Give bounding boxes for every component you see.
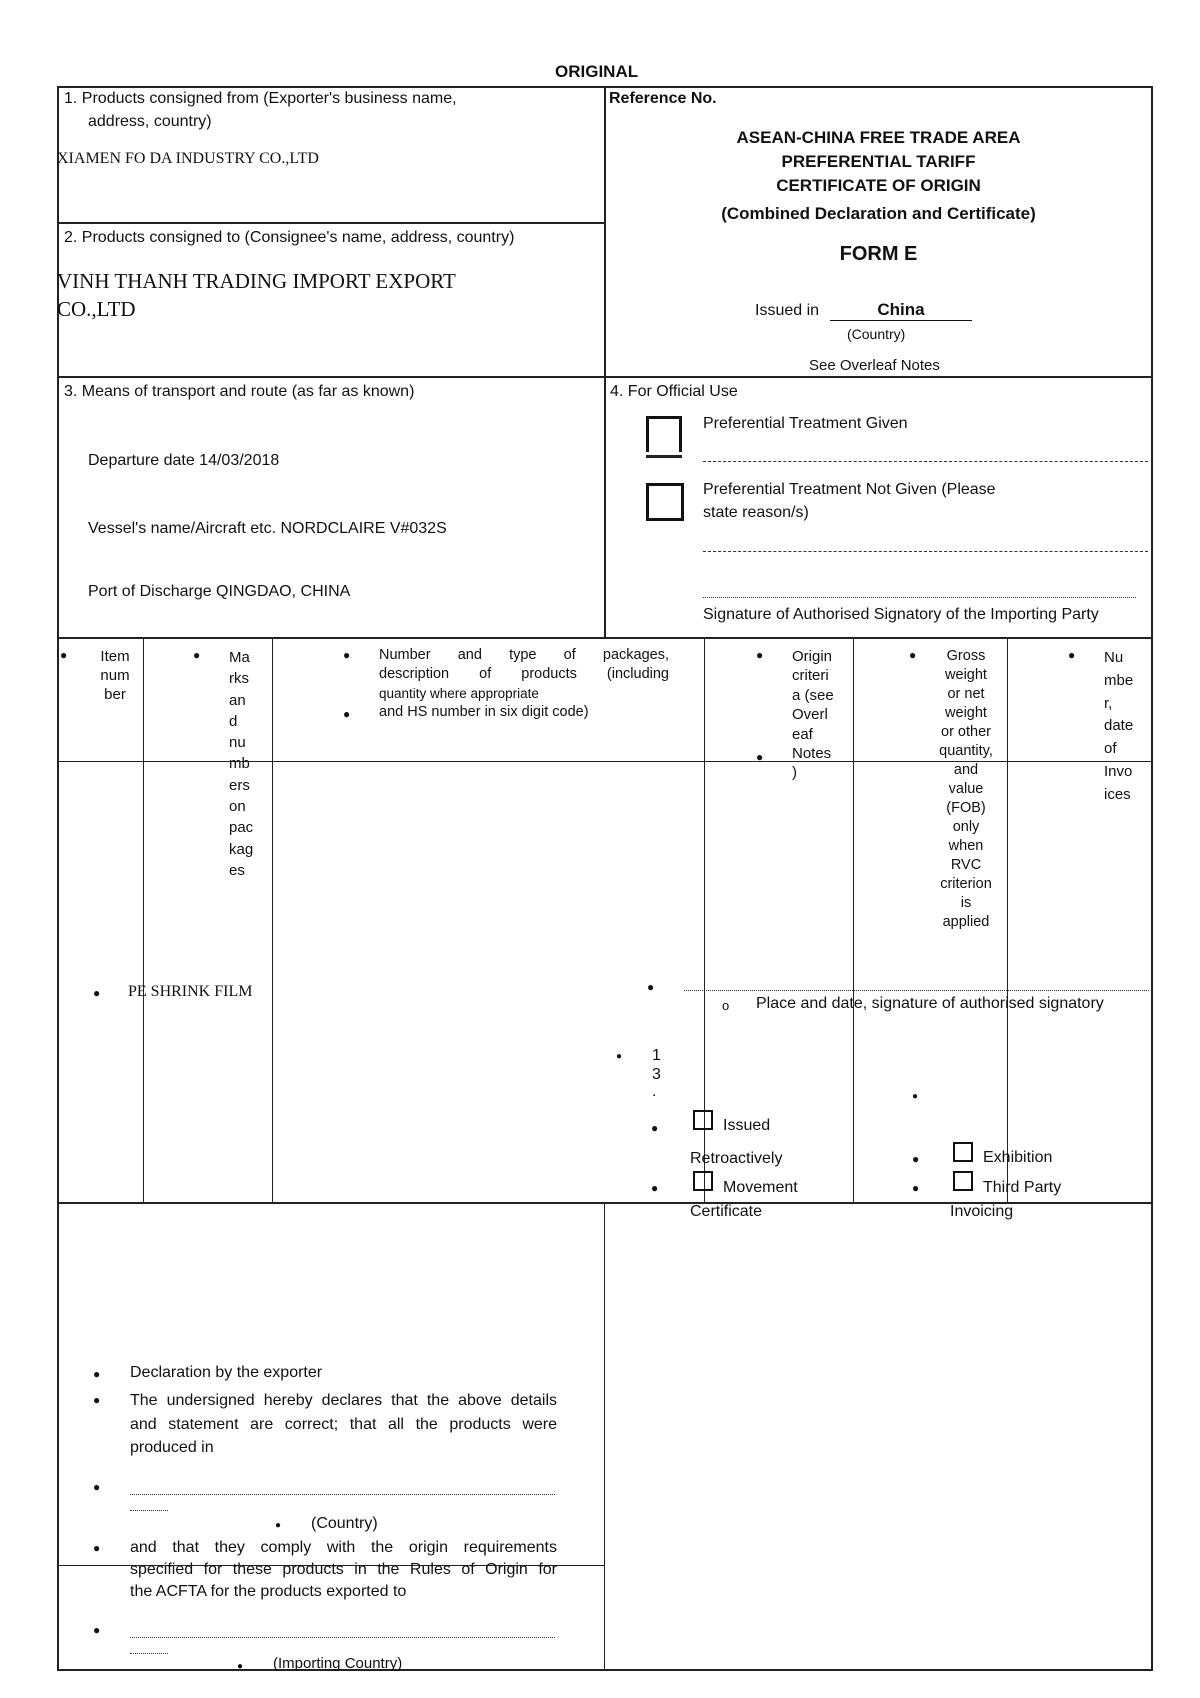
col-sep-5	[1007, 637, 1008, 1203]
row2-bottom	[57, 376, 1153, 378]
bullet: ●	[93, 1480, 101, 1494]
movement-certificate-checkbox[interactable]	[693, 1171, 713, 1191]
col-weight-line: only	[952, 819, 980, 835]
goods-description: PE SHRINK FILM	[128, 983, 253, 1000]
country-caption: (Country)	[847, 326, 906, 342]
col-item-line: ber	[104, 686, 126, 703]
col-origin-line: a (see	[792, 686, 834, 704]
not-given-reason-line	[703, 551, 1148, 552]
declaration-text-2	[130, 1537, 557, 1603]
bullet: ●	[912, 1181, 920, 1195]
col-number-line: r,	[1104, 694, 1113, 712]
box2-label: 2. Products consigned to (Consignee's name, address, country)	[64, 229, 515, 246]
col-marks	[229, 647, 269, 881]
given-checkbox-base	[646, 455, 682, 458]
given-label: Preferential Treatment Given	[703, 415, 908, 432]
bullet: ●	[93, 1393, 101, 1407]
col-number-line: of	[1104, 740, 1117, 758]
bullet: ●	[756, 648, 764, 662]
not-given-label: Preferential Treatment Not Given (Please	[703, 481, 996, 498]
reference-label: Reference No.	[609, 90, 717, 107]
page-title: ORIGINAL	[555, 62, 639, 81]
col-marks-line: ers	[229, 776, 250, 794]
col-number-line: ices	[1104, 785, 1131, 803]
left-border	[57, 86, 59, 1670]
col-weight-line: when	[948, 838, 984, 854]
exhibition-checkbox[interactable]	[953, 1142, 973, 1162]
box-number-3: 3	[652, 1066, 661, 1083]
issued-country-value: China	[877, 300, 925, 319]
title-line-2: PREFERENTIAL TARIFF	[781, 152, 976, 171]
right-border	[1151, 86, 1153, 1670]
bullet: ●	[756, 750, 764, 764]
bullet: ●	[93, 986, 101, 1000]
box13-signature-dots	[684, 990, 1149, 991]
bullet: ●	[343, 707, 351, 721]
form-name: FORM E	[839, 243, 918, 265]
col-origin-line: criteri	[792, 667, 829, 685]
col-weight-line: value	[948, 781, 984, 797]
center-divider-bottom	[604, 1202, 605, 1670]
not-given-label-cont: state reason/s)	[703, 504, 809, 521]
bullet: ●	[93, 1367, 101, 1381]
desc-line-4: and HS number in six digit code)	[379, 704, 589, 720]
issued-retroactively-checkbox[interactable]	[693, 1110, 713, 1130]
declaration-line: specified for these products in the Rules of Origin for	[130, 1561, 557, 1578]
desc-line-3: quantity where appropriate	[379, 686, 539, 701]
box1-label: 1. Products consigned from (Exporter's business name,	[64, 90, 457, 107]
title-line-1: ASEAN-CHINA FREE TRADE AREA	[736, 128, 1021, 147]
col-origin-criteria	[792, 647, 848, 783]
declaration-line: produced in	[130, 1439, 214, 1456]
box-number-dot: .	[652, 1083, 657, 1100]
col-weight-line: applied	[942, 914, 990, 930]
title-line-3: CERTIFICATE OF ORIGIN	[776, 176, 981, 195]
vessel-name: Vessel's name/Aircraft etc. NORDCLAIRE V#032S	[88, 520, 447, 537]
certificate-label: Certificate	[690, 1203, 763, 1220]
col-marks-line: rks	[229, 670, 249, 688]
col-marks-line: Ma	[229, 649, 250, 666]
overleaf-note: See Overleaf Notes	[809, 357, 940, 374]
desc-line-2: description of products (including	[379, 666, 669, 682]
declaration-line: and statement are correct; that all the products were	[130, 1415, 557, 1433]
col-marks-line: mb	[229, 755, 250, 773]
col-description	[379, 646, 669, 722]
movement-label: Movement	[723, 1179, 798, 1196]
col-marks-line: es	[229, 861, 245, 879]
col-origin-line: )	[792, 764, 797, 782]
declaration-line: the ACFTA for the products exported to	[130, 1583, 407, 1600]
consignee-name-cont: CO.,LTD	[57, 297, 136, 321]
bullet: ●	[616, 1051, 623, 1062]
exhibition-label: Exhibition	[983, 1149, 1053, 1166]
given-checkbox[interactable]	[646, 416, 682, 452]
col-origin-line: Overl	[792, 706, 828, 724]
bullet: ●	[651, 1121, 659, 1135]
col-sep-2	[272, 637, 273, 1203]
bullet: ●	[275, 1520, 282, 1531]
col-weight-line: (FOB)	[946, 800, 986, 816]
declaration-text-1	[130, 1389, 557, 1460]
consignee-name: VINH THANH TRADING IMPORT EXPORT	[57, 269, 456, 293]
issued-label: Issued	[723, 1117, 771, 1134]
bullet: ●	[193, 648, 201, 662]
col-origin-line: eaf	[792, 725, 813, 743]
col-number-line: Invo	[1104, 762, 1133, 780]
circle-bullet: o	[722, 998, 730, 1013]
box3-label: 3. Means of transport and route (as far as known)	[64, 383, 415, 400]
importer-signature-label: Signature of Authorised Signatory of the Importing Party	[703, 606, 1099, 623]
col-invoice-number	[1104, 647, 1148, 807]
bullet: ●	[93, 1541, 101, 1555]
col-marks-line: on	[229, 798, 246, 816]
retroactively-label: Retroactively	[690, 1150, 783, 1167]
col-number-line: Nu	[1104, 649, 1124, 666]
col-marks-line: pac	[229, 819, 254, 837]
col-origin-line: Origin	[792, 648, 833, 665]
departure-date: Departure date 14/03/2018	[88, 452, 280, 469]
col-weight-line: RVC	[950, 857, 982, 873]
importing-country-label: (Importing Country)	[273, 1655, 403, 1672]
bullet: ●	[912, 1152, 920, 1166]
issued-country	[830, 300, 972, 321]
col-weight-line: or other	[941, 724, 991, 740]
col-weight-line: Gross	[946, 648, 986, 664]
col-weight-line: is	[960, 895, 972, 911]
col-weight	[928, 647, 1004, 932]
col-marks-line: nu	[229, 734, 246, 752]
produced-in-dots	[130, 1494, 555, 1495]
col-marks-line: d	[229, 712, 238, 730]
produced-in-dots-cont	[130, 1510, 168, 1511]
place-date-label: Place and date, signature of authorised signatory	[756, 995, 1104, 1012]
third-party-label: Third Party	[983, 1179, 1062, 1196]
desc-line-1: Number and type of packages,	[379, 647, 669, 663]
col-weight-line: weight	[945, 705, 987, 721]
country-label: (Country)	[311, 1515, 378, 1532]
col-item-line: num	[100, 667, 130, 684]
signature-dots	[703, 597, 1136, 598]
col-item-line: Item	[100, 648, 130, 665]
col-marks-line: kag	[229, 840, 254, 858]
given-reason-line	[703, 461, 1148, 462]
col-weight-line: quantity,	[939, 743, 993, 759]
port-of-discharge: Port of Discharge QINGDAO, CHINA	[88, 583, 351, 600]
col-sep-1	[143, 637, 144, 1203]
bullet: ●	[647, 980, 655, 994]
not-given-checkbox[interactable]	[646, 483, 684, 521]
box-number-1: 1	[652, 1047, 661, 1064]
col-weight-line: and	[953, 762, 979, 778]
col-number-line: mbe	[1104, 671, 1134, 689]
box1-bottom	[57, 222, 605, 224]
row3-bottom	[57, 637, 1153, 639]
importing-country-dots	[130, 1637, 555, 1638]
bottom-border	[57, 1669, 1153, 1671]
col-item-number	[92, 647, 138, 704]
box4-label: 4. For Official Use	[610, 383, 738, 400]
bullet: ●	[237, 1661, 244, 1672]
bullet: ●	[912, 1091, 919, 1102]
bullet: ●	[651, 1181, 659, 1195]
importing-country-dots-cont	[130, 1653, 168, 1654]
invoicing-label: Invoicing	[950, 1203, 1014, 1220]
box1-label-cont: address, country)	[88, 113, 212, 130]
title-line-4: (Combined Declaration and Certificate)	[721, 204, 1036, 223]
declaration-heading: Declaration by the exporter	[130, 1364, 323, 1381]
declaration-line: and that they comply with the origin requirements	[130, 1539, 557, 1556]
bullet: ●	[1068, 648, 1076, 662]
issued-in-label: Issued in	[755, 302, 820, 319]
bullet: ●	[343, 648, 351, 662]
col-number-line: date	[1104, 717, 1134, 735]
col-weight-line: weight	[945, 667, 987, 683]
col-marks-line: an	[229, 691, 246, 709]
declaration-line: The undersigned hereby declares that the above details	[130, 1392, 557, 1409]
col-weight-line: or net	[947, 686, 985, 702]
col-weight-line: criterion	[940, 876, 992, 892]
third-party-invoicing-checkbox[interactable]	[953, 1171, 973, 1191]
certificate-title	[606, 126, 1151, 226]
bullet: ●	[93, 1623, 101, 1637]
col-sep-4	[853, 637, 854, 1203]
bullet: ●	[60, 648, 68, 662]
col-origin-line: Notes	[792, 745, 832, 763]
exporter-name: XIAMEN FO DA INDUSTRY CO.,LTD	[57, 150, 319, 167]
bullet: ●	[909, 648, 917, 662]
